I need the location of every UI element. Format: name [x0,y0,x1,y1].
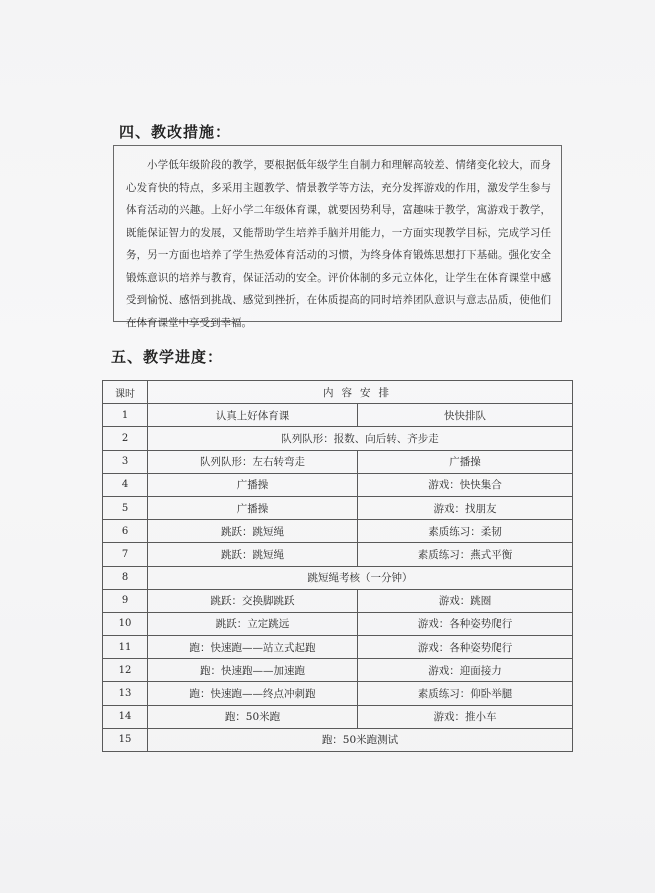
table-row [103,566,573,589]
lesson-number-cell: 8 [103,566,148,589]
second-activity-cell: 游戏：各种姿势爬行 [358,612,573,635]
lesson-number-cell: 7 [103,543,148,566]
lesson-number-cell: 1 [103,404,148,427]
first-activity-cell: 广播操 [148,473,358,496]
second-activity-cell: 素质练习：燕式平衡 [358,543,573,566]
lesson-number-cell: 6 [103,520,148,543]
lesson-number-cell: 14 [103,705,148,728]
header-content-cell: 内容安排 [148,381,573,404]
teaching-reform-paragraph: 小学低年级阶段的教学，要根据低年级学生自制力和理解高较差、情绪变化较大，而身心发育快的特点，多采用主题教学、情景教学等方法，充分发挥游戏的作用，激发学生参与体育活动的兴趣。上好小学二年级体育课，就要因势利导，富趣味于教学，寓游戏于教学，既能保证智力的发展，又能帮助学生培养手脑并用能力，一方面实现教学目标，完成学习任务，另一方面也培养了学生热爱体育活动的习惯，为终身体育锻炼思想打下基础。强化安全锻炼意识的培养与教育，保证活动的安全。评价体制的多元立体化，让学生在体育课堂中感受到愉悦、感悟到挑战、感觉到挫折，在体质提高的同时培养团队意识与意志品质，使他们在体育课堂中享受到幸福。 [126,159,551,329]
lesson-number-cell: 12 [103,659,148,682]
table-row [103,427,573,450]
teaching-schedule-table [102,380,573,752]
first-activity-cell: 跑：50米跑 [148,705,358,728]
table-row [103,404,573,427]
first-activity-cell: 跑：快速跑——站立式起跑 [148,636,358,659]
first-activity-cell: 跑：快速跑——终点冲刺跑 [148,682,358,705]
table-row [103,728,573,751]
first-activity-cell: 跳跃：立定跳远 [148,612,358,635]
first-activity-cell: 队列队形：左右转弯走 [148,450,358,473]
table-row [103,612,573,635]
lesson-number-cell: 9 [103,589,148,612]
second-activity-cell: 游戏：推小车 [358,705,573,728]
lesson-number-cell: 11 [103,636,148,659]
table-row [103,659,573,682]
first-activity-cell: 跳跃：跳短绳 [148,543,358,566]
section-4-heading: 四、教改措施： [119,123,232,141]
teaching-reform-box [113,145,562,329]
schedule-table-body [103,381,573,752]
table-row [103,473,573,496]
section-5-heading: 五、教学进度： [111,348,224,366]
second-activity-cell: 游戏：迎面接力 [358,659,573,682]
first-activity-cell: 跳跃：交换脚跳跃 [148,589,358,612]
second-activity-cell: 游戏：找朋友 [358,496,573,519]
second-activity-cell: 游戏：各种姿势爬行 [358,636,573,659]
second-activity-cell: 游戏：跳圈 [358,589,573,612]
table-row [103,682,573,705]
lesson-number-cell: 2 [103,427,148,450]
table-row [103,636,573,659]
table-header-row [103,381,573,404]
table-row [103,589,573,612]
second-activity-cell: 游戏：快快集合 [358,473,573,496]
second-activity-cell: 广播操 [358,450,573,473]
lesson-number-cell: 15 [103,728,148,751]
lesson-number-cell: 4 [103,473,148,496]
second-activity-cell: 素质练习：仰卧举腿 [358,682,573,705]
first-activity-cell: 认真上好体育课 [148,404,358,427]
merged-content-cell: 队列队形：报数、向后转、齐步走 [148,427,573,450]
table-row [103,450,573,473]
table-row [103,705,573,728]
table-row [103,543,573,566]
merged-content-cell: 跑：50米跑测试 [148,728,573,751]
second-activity-cell: 素质练习：柔韧 [358,520,573,543]
merged-content-cell: 跳短绳考核（一分钟） [148,566,573,589]
first-activity-cell: 跳跃：跳短绳 [148,520,358,543]
lesson-number-cell: 10 [103,612,148,635]
header-lesson-cell: 课时 [103,381,148,404]
table-row [103,520,573,543]
table-row [103,496,573,519]
lesson-number-cell: 3 [103,450,148,473]
lesson-number-cell: 13 [103,682,148,705]
first-activity-cell: 跑：快速跑——加速跑 [148,659,358,682]
second-activity-cell: 快快排队 [358,404,573,427]
lesson-number-cell: 5 [103,496,148,519]
first-activity-cell: 广播操 [148,496,358,519]
